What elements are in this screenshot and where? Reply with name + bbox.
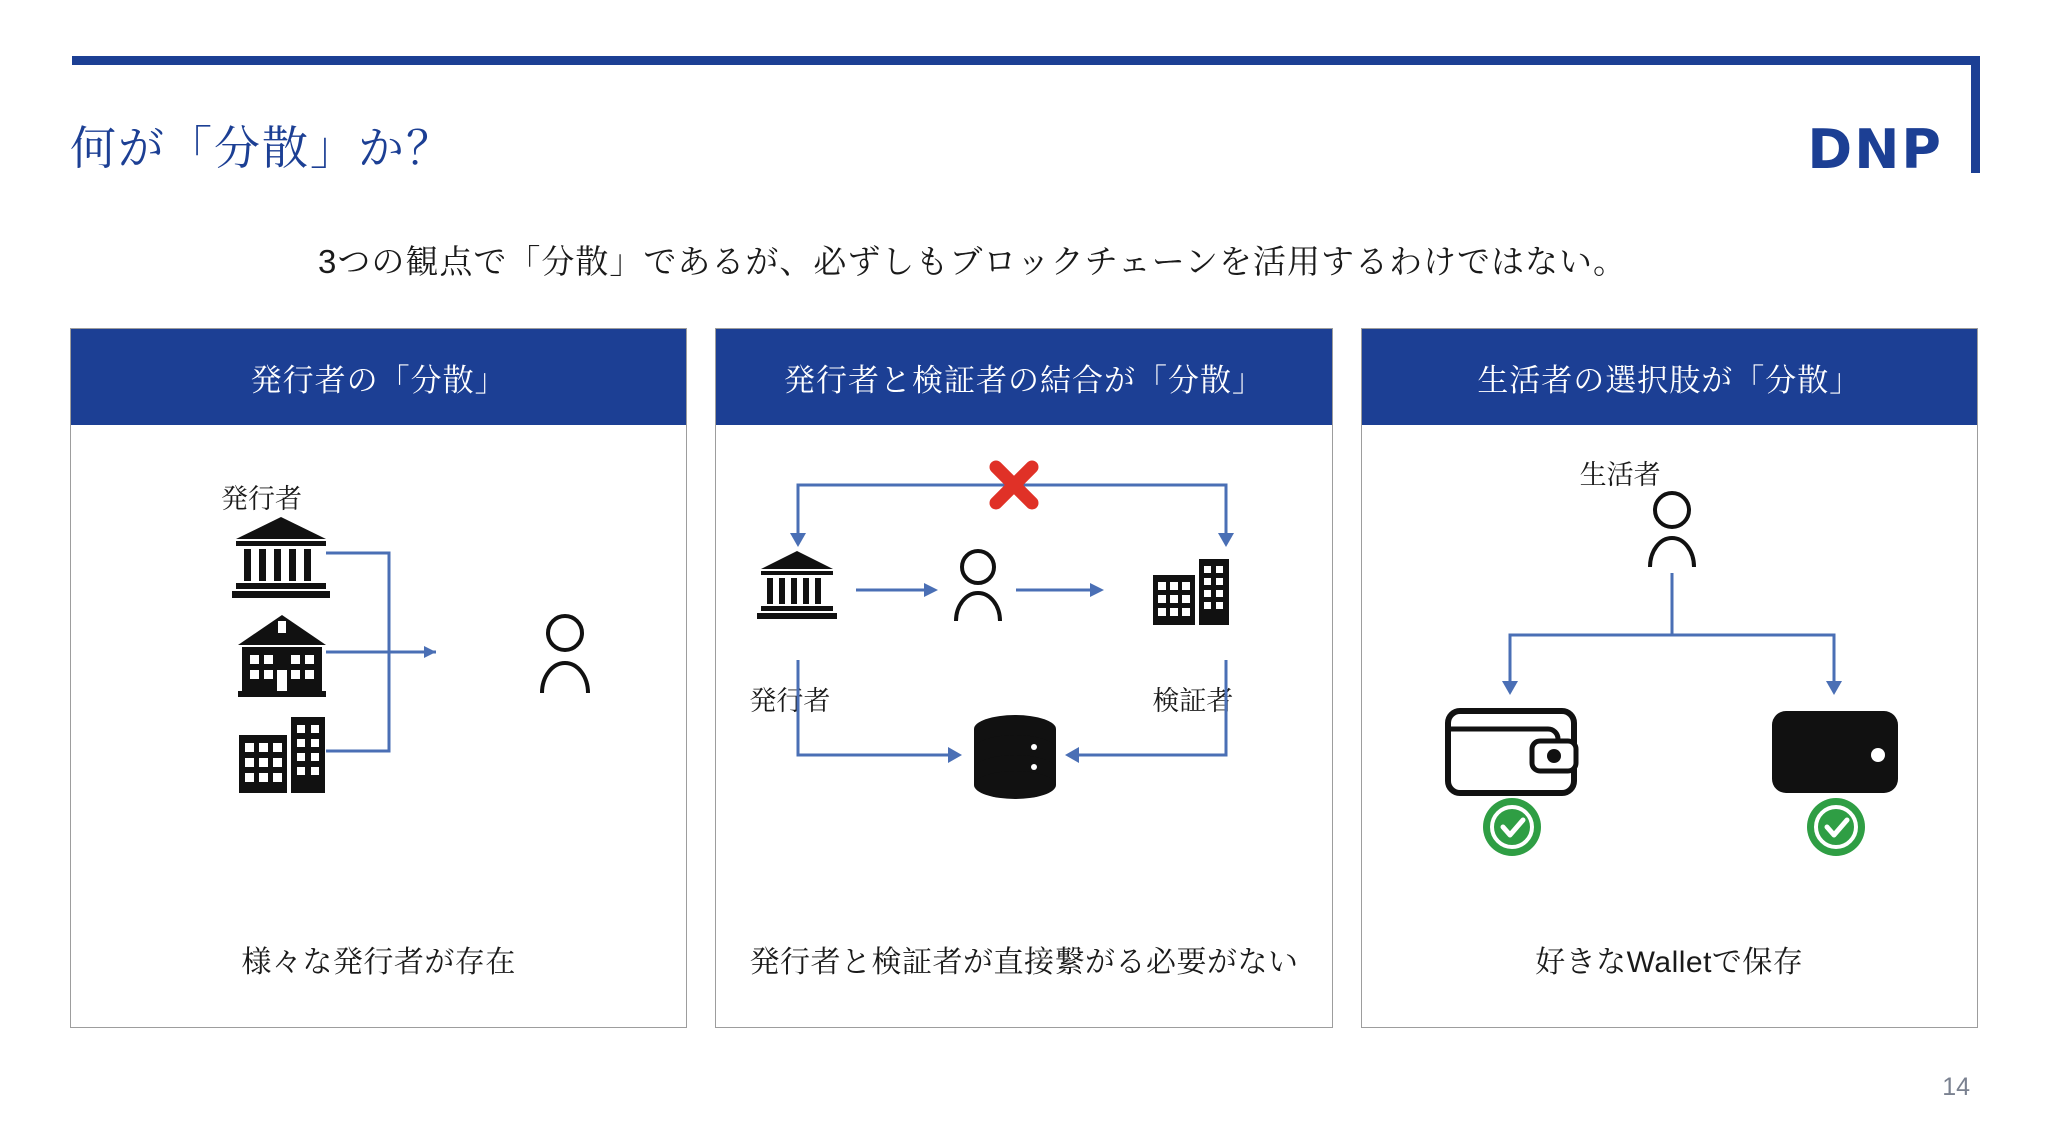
- card-header: 生活者の選択肢が「分散」: [1362, 329, 1977, 425]
- bank-icon: [232, 517, 330, 598]
- consumer-label: 生活者: [1579, 460, 1661, 490]
- verifier-label: 検証者: [1152, 686, 1234, 716]
- page-title: 何が「分散」か？: [70, 122, 454, 174]
- slide-subtitle: 3つの観点で「分散」であるが、必ずしもブロックチェーンを活用するわけではない。: [318, 243, 1628, 280]
- card-header: 発行者の「分散」: [71, 329, 686, 425]
- verified-badge-icon: [1807, 798, 1865, 856]
- dnp-logo: DNP: [1807, 118, 1943, 181]
- person-icon: [956, 551, 1000, 621]
- card-body: [71, 425, 686, 1027]
- page-number: 14: [1942, 1073, 1970, 1101]
- wallet-outline-icon: [1448, 711, 1576, 793]
- bank-icon: [757, 551, 837, 619]
- office-building-icon: [1153, 559, 1229, 625]
- card-caption: 好きなWalletで保存: [1535, 946, 1804, 979]
- wallet-filled-icon: [1772, 711, 1898, 793]
- office-building-icon: [239, 717, 325, 793]
- issuer-label: 発行者: [749, 686, 831, 716]
- card-header: 発行者と検証者の結合が「分散」: [716, 329, 1331, 425]
- card-caption: 発行者と検証者が直接繋がる必要がない: [749, 946, 1299, 979]
- header-top-rule: [72, 56, 1980, 65]
- school-icon: [238, 615, 326, 697]
- person-icon: [542, 616, 588, 693]
- verified-badge-icon: [1483, 798, 1541, 856]
- database-icon: [974, 715, 1056, 799]
- card-caption: 様々な発行者が存在: [241, 946, 516, 979]
- card-issuer-verifier-decoupling: [715, 328, 1332, 1028]
- issuer-diagram: [71, 425, 703, 925]
- person-icon: [1650, 493, 1694, 567]
- card-body: [1362, 425, 1977, 1027]
- card-row: [70, 328, 1978, 1028]
- card-consumer-choice: [1361, 328, 1978, 1028]
- card-body: [716, 425, 1331, 1027]
- wallet-choice-diagram: [1362, 425, 1994, 925]
- card-issuer-distribution: [70, 328, 687, 1028]
- decoupling-diagram: [716, 425, 1348, 925]
- header-right-rule: [1971, 56, 1980, 173]
- issuer-label: 発行者: [221, 484, 302, 514]
